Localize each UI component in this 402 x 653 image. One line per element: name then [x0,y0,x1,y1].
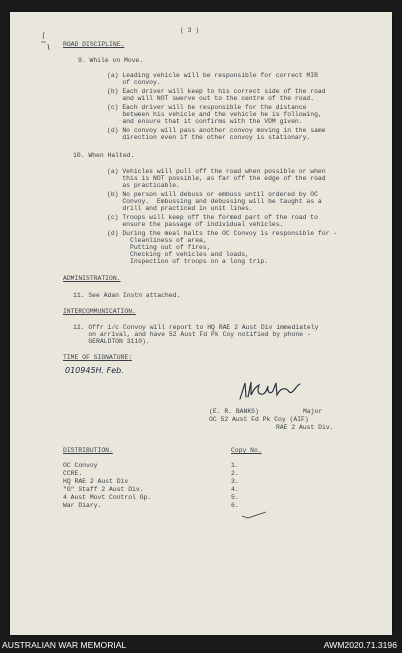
heading-copy-no: Copy No. [231,447,262,454]
distribution-copy: 1. [231,462,239,469]
item-10-line: (d) During the meal halts the OC Convoy is responsible for - [107,230,338,237]
item-12-line: 12. Offr i/c Convoy will report to HQ RAE 2 Aust Div immediately [73,324,319,331]
item-9-line: direction even if the other convoy is stationary. [107,134,311,141]
item-10-line: Inspection of troops on a long trip. [107,258,269,265]
heading-intercommunication: INTERCOMMUNICATION. [63,308,136,315]
distribution-to: HQ RAE 2 Aust Div [63,478,129,485]
item-10-line: (b) No person will debuss or embuss until ordered by OC [107,191,318,198]
item-9-line: (a) Leading vehicle will be responsible for correct MIR [107,72,318,79]
document-body [10,12,392,635]
item-10-line: ensure the passage of individual vehicles. [107,221,284,228]
signature-icon [237,377,307,407]
distribution-copy: 5. [231,494,239,501]
item-9-line: and ensure that it confirms with the VDM given. [107,118,303,125]
distribution-to: War Diary. [63,502,102,509]
time-of-signature-value: 010945H. Feb. [65,366,124,375]
heading-road-discipline: ROAD DISCIPLINE. [63,41,125,48]
item-12-line: on arrival, and have 52 Aust Fd Pk Coy notified by phone - [73,331,311,338]
item-10-line: Cleanliness of area, [107,237,207,244]
item-10-line: Checking of vehicles and loads, [107,251,249,258]
distribution-copy: 3. [231,478,239,485]
item-10-line: Convoy. Embussing and debussing will be taught as a [107,198,322,205]
item-10-line: drill and practiced in unit lines. [107,205,253,212]
distribution-to: "G" Staff 2 Aust Div. [63,486,144,493]
distribution-to: CCRE. [63,470,83,477]
item-9-line: and will NOT swerve out to the centre of the road. [107,95,315,102]
distribution-copy: 2. [231,470,239,477]
heading-time-of-signature: TIME OF SIGNATURE: [63,354,133,361]
item-10-line: (c) Troops will keep off the formed part of the road to [107,214,318,221]
item-9-line: of convoy. [107,79,161,86]
distribution-copy: 6. [231,502,239,509]
item-10-line: this is NOT possible, as far off the edge of the road [107,175,326,182]
item-10-title: 10. When Halted. [73,152,135,159]
signatory-formation: RAE 2 Aust Div. [276,424,334,431]
signatory-unit: OC 52 Aust Fd Pk Coy (AIF) [209,416,309,423]
item-9-line: (c) Each driver will be responsible for the distance [107,104,307,111]
page-number: ( 3 ) [180,27,200,34]
pencil-mark-icon [38,30,54,52]
item-10-line: as practicable. [107,182,180,189]
footer-right-caption: AWM2020.71.3196 [323,640,397,650]
footer-left-caption: AUSTRALIAN WAR MEMORIAL [2,640,127,650]
signatory-rank: Major [303,408,323,415]
document-page [10,12,392,635]
item-11: 11. See Adan Instn attached. [73,292,181,299]
check-mark-icon [240,510,268,520]
item-12-line: GERALDTON 3110). [73,338,150,345]
item-9-title: 9. While on Move. [78,57,144,64]
distribution-to: OC Convoy [63,462,98,469]
item-10-line: (a) Vehicles will pull off the road when possible or when [107,168,326,175]
signatory-name: (E. R. BANKS) [209,408,259,415]
distribution-to: 4 Aust Movt Control Gp. [63,494,152,501]
heading-distribution: DISTRIBUTION. [63,447,113,454]
item-10-line: Putting out of fires, [107,244,211,251]
item-9-line: between his vehicle and the vehicle he is following, [107,111,322,118]
heading-administration: ADMINISTRATION. [63,275,121,282]
distribution-copy: 4. [231,486,239,493]
item-9-line: (d) No convoy will pass another convoy moving in the same [107,127,326,134]
item-9-line: (b) Each driver will keep to his correct side of the road [107,88,326,95]
